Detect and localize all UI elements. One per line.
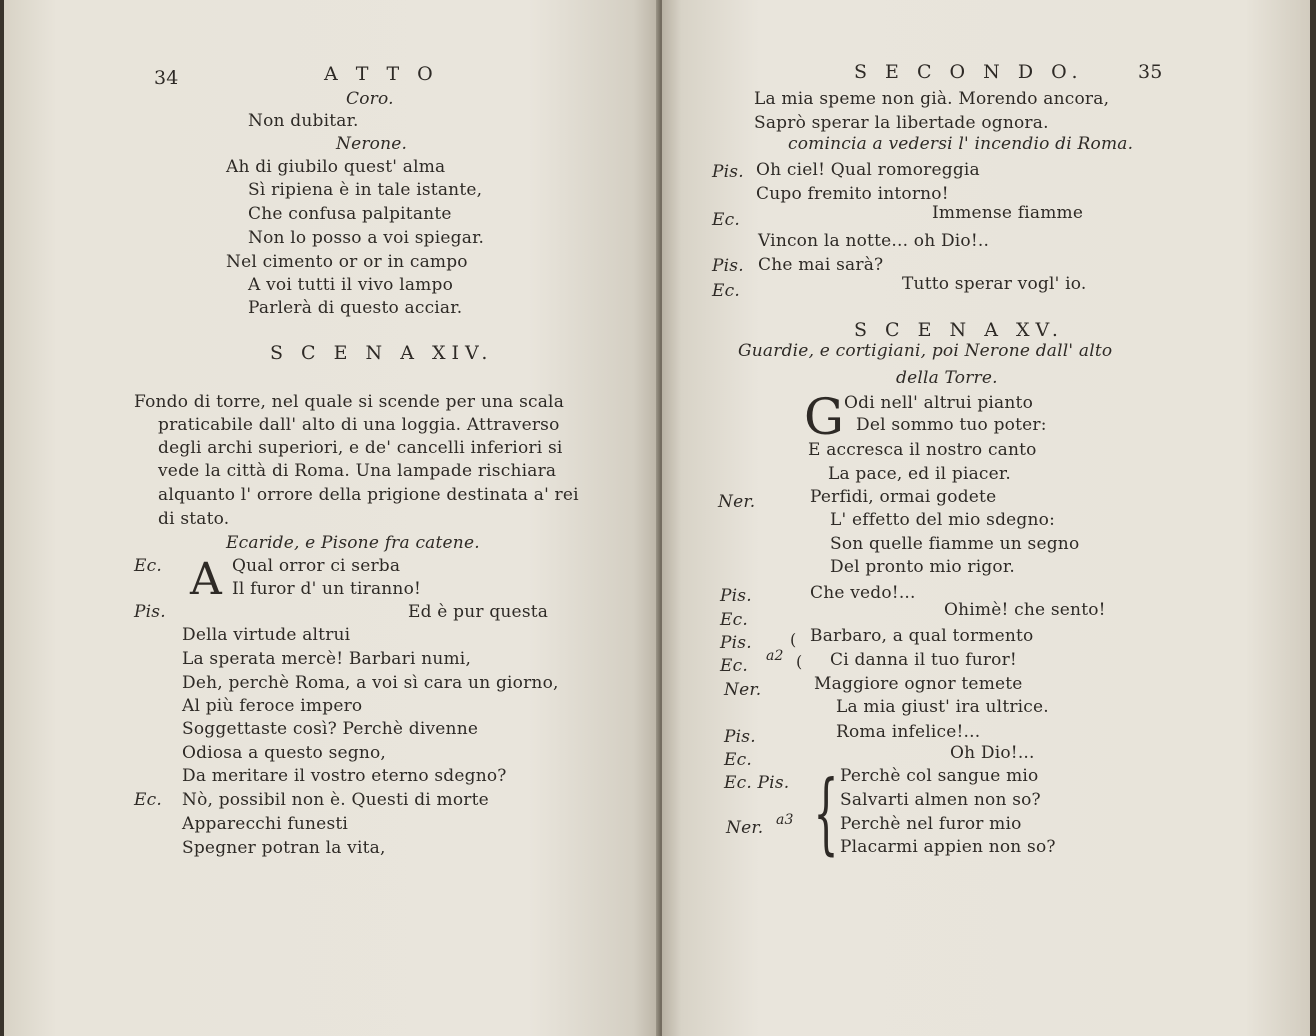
verse-line: La mia speme non già. Morendo ancora, [754, 89, 1110, 109]
dialogue-line: Apparecchi funesti [182, 814, 349, 834]
speaker-label: Ec. [712, 210, 740, 230]
speaker-label: Ner. [718, 492, 756, 512]
dialogue-line: Soggettaste così? Perchè divenne [182, 719, 479, 739]
speaker-label: Pis. [712, 162, 744, 182]
dialogue-line: Cupo fremito intorno! [756, 184, 949, 204]
dialogue-line: Al più feroce impero [182, 696, 363, 716]
dialogue-line: La sperata mercè! Barbari numi, [182, 649, 472, 669]
speaker-label: Pis. [720, 633, 752, 653]
running-head: A T T O [324, 63, 439, 85]
brace-icon: { [813, 761, 839, 864]
stage-direction-line: comincia a vedersi l' incendio di Roma. [788, 134, 1134, 154]
dialogue-line: Maggiore ognor temete [814, 674, 1023, 694]
scene-title: S C E N A XIV. [270, 342, 494, 364]
dialogue-line: Salvarti almen non so? [840, 790, 1041, 810]
speaker-label: Ec. [720, 656, 748, 676]
dialogue-line: Tutto sperar vogl' io. [902, 274, 1087, 294]
dialogue-line: L' effetto del mio sdegno: [830, 510, 1056, 530]
dialogue-line: Oh Dio!... [950, 743, 1035, 763]
dialogue-line: Perfidi, ormai godete [810, 487, 997, 507]
speaker-label: Ec. [134, 790, 162, 810]
dialogue-line: Del pronto mio rigor. [830, 557, 1015, 577]
verse-line: Parlerà di questo acciar. [248, 298, 463, 318]
right-page [662, 0, 1310, 1036]
dialogue-line: Ed è pur questa [408, 602, 549, 622]
drop-cap: G [804, 388, 844, 446]
dialogue-line: Spegner potran la vita, [182, 838, 386, 858]
verse-line: Nel cimento or or in campo [226, 252, 468, 272]
speaker-label: Ec. Pis. [724, 773, 790, 793]
speaker-label: Pis. [720, 586, 752, 606]
speaker-label: Pis. [712, 256, 744, 276]
scene-title: S C E N A XV. [854, 319, 1064, 341]
characters-line: della Torre. [896, 368, 998, 388]
speaker-heading: Nerone. [336, 134, 408, 154]
dialogue-line: Nò, possibil non è. Questi di morte [182, 790, 489, 810]
speaker-label: Ec. [712, 281, 740, 301]
speaker-heading: Coro. [346, 89, 394, 109]
verse-line: Che confusa palpitante [248, 204, 452, 224]
page-number: 34 [154, 67, 179, 89]
dialogue-line: Da meritare il vostro eterno sdegno? [182, 766, 507, 786]
dialogue-line: Ci danna il tuo furor! [830, 650, 1017, 670]
dialogue-line: Vincon la notte... oh Dio!.. [758, 231, 990, 251]
dialogue-line: Che vedo!... [810, 583, 916, 603]
verse-line: Saprò sperar la libertade ognora. [754, 113, 1049, 133]
speaker-label: Ner. [726, 818, 764, 838]
chorus-line: Del sommo tuo poter: [856, 415, 1047, 435]
dialogue-line: Placarmi appien non so? [840, 837, 1056, 857]
dialogue-line: Perchè nel furor mio [840, 814, 1022, 834]
dialogue-line: Ohimè! che sento! [944, 600, 1106, 620]
left-page [4, 0, 660, 1036]
dialogue-line: Che mai sarà? [758, 255, 884, 275]
verse-line: Non dubitar. [248, 111, 359, 131]
stage-direction-line: alquanto l' orrore della prigione destinata a' rei [158, 485, 579, 505]
dialogue-line: La mia giust' ira ultrice. [836, 697, 1049, 717]
dialogue-line: Qual orror ci serba [232, 556, 401, 576]
brace-icon: ( [796, 652, 803, 671]
stage-direction-line: Fondo di torre, nel quale si scende per una scala [134, 392, 565, 412]
verse-line: Ah di giubilo quest' alma [226, 157, 446, 177]
speaker-label: Ec. [720, 610, 748, 630]
a3-mark: a3 [776, 812, 794, 828]
dialogue-line: Il furor d' un tiranno! [232, 579, 422, 599]
dialogue-line: Roma infelice!... [836, 722, 981, 742]
verse-line: Non lo posso a voi spiegar. [248, 228, 485, 248]
running-head: S E C O N D O. [854, 61, 1084, 83]
page-number: 35 [1138, 61, 1163, 83]
drop-cap: A [190, 554, 222, 605]
dialogue-line: Della virtude altrui [182, 625, 351, 645]
verse-line: A voi tutti il vivo lampo [248, 275, 454, 295]
speaker-label: Ec. [134, 556, 162, 576]
a2-mark: a2 [766, 648, 784, 664]
dialogue-line: Oh ciel! Qual romoreggia [756, 160, 980, 180]
chorus-line: La pace, ed il piacer. [828, 464, 1011, 484]
brace-icon: ( [790, 630, 797, 649]
stage-direction-line: praticabile dall' alto di una loggia. Attraverso [158, 415, 560, 435]
dialogue-line: Immense fiamme [932, 203, 1084, 223]
dialogue-line: Son quelle fiamme un segno [830, 534, 1080, 554]
stage-direction-line: di stato. [158, 509, 230, 529]
dialogue-line: Perchè col sangue mio [840, 766, 1039, 786]
dialogue-line: Deh, perchè Roma, a voi sì cara un giorno, [182, 673, 559, 693]
verse-line: Sì ripiena è in tale istante, [248, 180, 483, 200]
dialogue-line: Odiosa a questo segno, [182, 743, 387, 763]
stage-direction-line: vede la città di Roma. Una lampade rischiara [158, 461, 557, 481]
characters-line: Ecaride, e Pisone fra catene. [226, 533, 480, 553]
chorus-line: E accresca il nostro canto [808, 440, 1037, 460]
chorus-line: Odi nell' altrui pianto [844, 393, 1034, 413]
speaker-label: Pis. [134, 602, 166, 622]
speaker-label: Pis. [724, 727, 756, 747]
characters-line: Guardie, e cortigiani, poi Nerone dall' alto [738, 341, 1113, 361]
stage-direction-line: degli archi superiori, e de' cancelli inferiori si [158, 438, 563, 458]
speaker-label: Ner. [724, 680, 762, 700]
dialogue-line: Barbaro, a qual tormento [810, 626, 1034, 646]
speaker-label: Ec. [724, 750, 752, 770]
